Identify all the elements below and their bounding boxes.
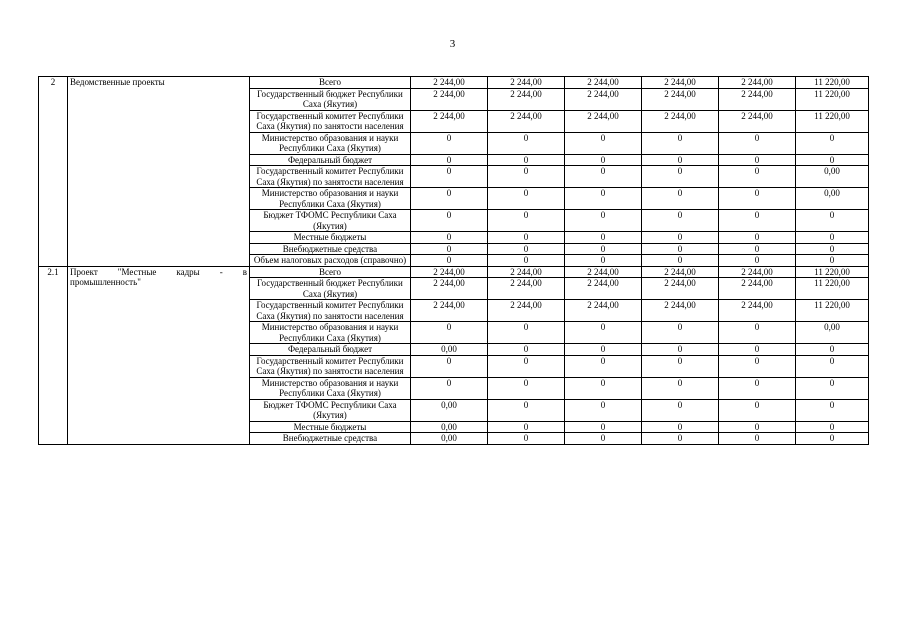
year-value: 2 244,00 <box>565 110 642 132</box>
funding-source: Государственный комитет Республики Саха (Якутия) по занятости населения <box>250 110 411 132</box>
funding-source: Местные бюджеты <box>250 232 411 244</box>
funding-source: Всего <box>250 77 411 89</box>
year-value: 0 <box>719 255 796 267</box>
funding-source: Всего <box>250 266 411 278</box>
year-value: 0 <box>565 377 642 399</box>
total-value: 0 <box>796 243 869 255</box>
year-value: 2 244,00 <box>565 77 642 89</box>
funding-source: Министерство образования и науки Республики Саха (Якутия) <box>250 377 411 399</box>
year-value: 2 244,00 <box>642 278 719 300</box>
total-value: 0 <box>796 154 869 166</box>
year-value: 0 <box>642 377 719 399</box>
year-value: 0 <box>411 255 488 267</box>
year-value: 0 <box>719 132 796 154</box>
total-value: 0,00 <box>796 322 869 344</box>
year-value: 0,00 <box>411 344 488 356</box>
year-value: 0 <box>719 166 796 188</box>
year-value: 0 <box>565 188 642 210</box>
year-value: 0 <box>565 210 642 232</box>
year-value: 0 <box>565 433 642 445</box>
year-value: 0,00 <box>411 433 488 445</box>
year-value: 2 244,00 <box>719 278 796 300</box>
year-value: 0 <box>488 166 565 188</box>
year-value: 0 <box>411 166 488 188</box>
year-value: 0 <box>488 355 565 377</box>
year-value: 2 244,00 <box>642 110 719 132</box>
year-value: 0 <box>488 322 565 344</box>
year-value: 0 <box>565 399 642 421</box>
year-value: 0 <box>411 232 488 244</box>
year-value: 2 244,00 <box>488 110 565 132</box>
year-value: 2 244,00 <box>719 88 796 110</box>
year-value: 0 <box>719 433 796 445</box>
year-value: 0 <box>565 154 642 166</box>
year-value: 0 <box>642 399 719 421</box>
year-value: 2 244,00 <box>488 300 565 322</box>
funding-source: Министерство образования и науки Республики Саха (Якутия) <box>250 132 411 154</box>
year-value: 0 <box>488 255 565 267</box>
total-value: 0 <box>796 355 869 377</box>
funding-source: Бюджет ТФОМС Республики Саха (Якутия) <box>250 399 411 421</box>
year-value: 0 <box>411 210 488 232</box>
year-value: 0 <box>642 433 719 445</box>
year-value: 2 244,00 <box>719 77 796 89</box>
total-value: 11 220,00 <box>796 278 869 300</box>
total-value: 0 <box>796 399 869 421</box>
section-number: 2 <box>39 77 68 267</box>
year-value: 2 244,00 <box>565 88 642 110</box>
total-value: 0 <box>796 232 869 244</box>
year-value: 0 <box>642 355 719 377</box>
year-value: 2 244,00 <box>488 266 565 278</box>
year-value: 2 244,00 <box>719 266 796 278</box>
year-value: 0 <box>719 355 796 377</box>
year-value: 0 <box>719 399 796 421</box>
year-value: 0 <box>642 210 719 232</box>
year-value: 0 <box>719 232 796 244</box>
year-value: 0 <box>642 344 719 356</box>
year-value: 2 244,00 <box>411 266 488 278</box>
funding-source: Внебюджетные средства <box>250 433 411 445</box>
year-value: 0 <box>719 188 796 210</box>
year-value: 0 <box>488 433 565 445</box>
year-value: 2 244,00 <box>565 266 642 278</box>
total-value: 0 <box>796 421 869 433</box>
year-value: 0 <box>642 166 719 188</box>
year-value: 0 <box>411 154 488 166</box>
year-value: 0 <box>565 243 642 255</box>
total-value: 11 220,00 <box>796 300 869 322</box>
year-value: 0 <box>565 344 642 356</box>
year-value: 0,00 <box>411 399 488 421</box>
funding-source: Федеральный бюджет <box>250 344 411 356</box>
funding-source: Объем налоговых расходов (справочно) <box>250 255 411 267</box>
year-value: 0 <box>642 255 719 267</box>
year-value: 0 <box>719 154 796 166</box>
year-value: 0 <box>411 243 488 255</box>
page-number: 3 <box>449 38 456 50</box>
funding-source: Государственный комитет Республики Саха (Якутия) по занятости населения <box>250 355 411 377</box>
total-value: 11 220,00 <box>796 77 869 89</box>
year-value: 0 <box>411 132 488 154</box>
year-value: 0 <box>565 232 642 244</box>
year-value: 2 244,00 <box>411 300 488 322</box>
year-value: 0 <box>565 322 642 344</box>
section-number: 2.1 <box>39 266 68 444</box>
year-value: 0 <box>719 377 796 399</box>
funding-source: Министерство образования и науки Республики Саха (Якутия) <box>250 188 411 210</box>
year-value: 0 <box>642 188 719 210</box>
year-value: 0 <box>411 188 488 210</box>
year-value: 0 <box>642 132 719 154</box>
year-value: 0 <box>565 132 642 154</box>
year-value: 0 <box>411 377 488 399</box>
year-value: 2 244,00 <box>565 278 642 300</box>
year-value: 0 <box>565 421 642 433</box>
year-value: 0,00 <box>411 421 488 433</box>
year-value: 0 <box>565 255 642 267</box>
total-value: 0 <box>796 433 869 445</box>
year-value: 2 244,00 <box>411 278 488 300</box>
total-value: 0,00 <box>796 188 869 210</box>
year-value: 2 244,00 <box>488 88 565 110</box>
total-value: 0 <box>796 377 869 399</box>
year-value: 2 244,00 <box>565 300 642 322</box>
year-value: 0 <box>411 355 488 377</box>
section-name: Проект "Местные кадры - в промышленность" <box>68 266 250 444</box>
year-value: 0 <box>488 243 565 255</box>
year-value: 2 244,00 <box>642 77 719 89</box>
year-value: 0 <box>642 243 719 255</box>
year-value: 2 244,00 <box>411 77 488 89</box>
section-name: Ведомственные проекты <box>68 77 250 267</box>
funding-source: Бюджет ТФОМС Республики Саха (Якутия) <box>250 210 411 232</box>
budget-table-body <box>39 77 869 445</box>
year-value: 0 <box>565 166 642 188</box>
year-value: 0 <box>642 232 719 244</box>
year-value: 2 244,00 <box>411 88 488 110</box>
total-value: 11 220,00 <box>796 266 869 278</box>
year-value: 0 <box>488 344 565 356</box>
funding-source: Министерство образования и науки Республики Саха (Якутия) <box>250 322 411 344</box>
year-value: 0 <box>411 322 488 344</box>
year-value: 2 244,00 <box>488 77 565 89</box>
funding-source: Местные бюджеты <box>250 421 411 433</box>
year-value: 0 <box>488 232 565 244</box>
year-value: 0 <box>642 421 719 433</box>
year-value: 0 <box>488 399 565 421</box>
year-value: 0 <box>488 210 565 232</box>
year-value: 0 <box>719 421 796 433</box>
budget-table <box>38 76 869 445</box>
year-value: 0 <box>719 243 796 255</box>
year-value: 2 244,00 <box>488 278 565 300</box>
year-value: 0 <box>565 355 642 377</box>
year-value: 0 <box>488 132 565 154</box>
year-value: 2 244,00 <box>719 110 796 132</box>
total-value: 11 220,00 <box>796 110 869 132</box>
year-value: 2 244,00 <box>719 300 796 322</box>
funding-source: Государственный бюджет Республики Саха (Якутия) <box>250 88 411 110</box>
total-value: 0 <box>796 210 869 232</box>
total-value: 11 220,00 <box>796 88 869 110</box>
year-value: 0 <box>719 210 796 232</box>
year-value: 2 244,00 <box>642 300 719 322</box>
year-value: 0 <box>719 344 796 356</box>
year-value: 0 <box>642 322 719 344</box>
funding-source: Государственный комитет Республики Саха (Якутия) по занятости населения <box>250 166 411 188</box>
funding-source: Государственный комитет Республики Саха (Якутия) по занятости населения <box>250 300 411 322</box>
year-value: 2 244,00 <box>411 110 488 132</box>
funding-source: Федеральный бюджет <box>250 154 411 166</box>
year-value: 0 <box>488 154 565 166</box>
table-row <box>39 77 869 89</box>
funding-source: Государственный бюджет Республики Саха (Якутия) <box>250 278 411 300</box>
year-value: 0 <box>719 322 796 344</box>
total-value: 0 <box>796 255 869 267</box>
year-value: 0 <box>488 377 565 399</box>
year-value: 0 <box>642 154 719 166</box>
year-value: 0 <box>488 188 565 210</box>
total-value: 0,00 <box>796 166 869 188</box>
funding-source: Внебюджетные средства <box>250 243 411 255</box>
year-value: 2 244,00 <box>642 88 719 110</box>
year-value: 0 <box>488 421 565 433</box>
total-value: 0 <box>796 344 869 356</box>
year-value: 2 244,00 <box>642 266 719 278</box>
table-row <box>39 266 869 278</box>
total-value: 0 <box>796 132 869 154</box>
